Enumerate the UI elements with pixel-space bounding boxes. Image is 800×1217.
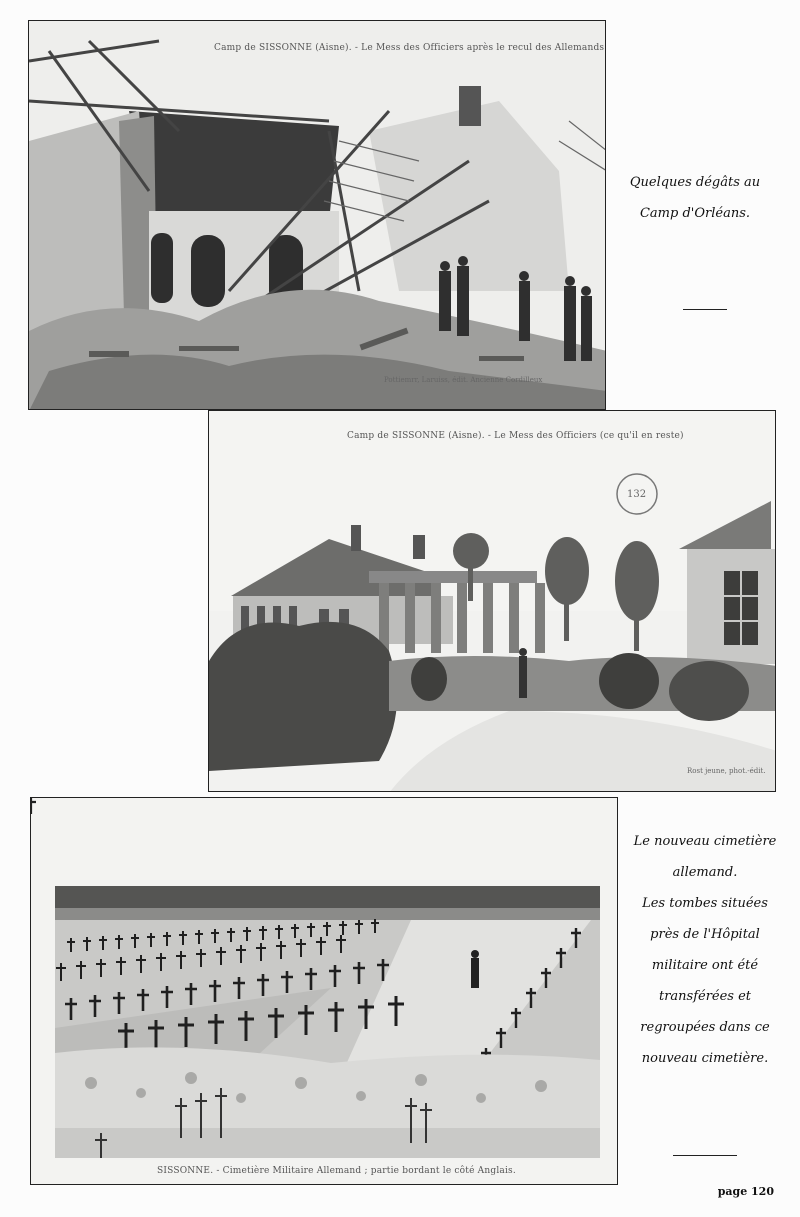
- photo-mess-remains: [208, 410, 776, 792]
- side-note-line: militaire ont été: [651, 958, 759, 973]
- photo-caption: Camp de SISSONNE (Aisne). - Le Mess des Officiers après le recul des Allemands: [214, 43, 605, 53]
- side-note-line: regroupées dans ce: [640, 1020, 770, 1035]
- side-note-line: Le nouveau cimetière: [633, 834, 777, 849]
- side-note-line: Les tombes situées: [642, 896, 768, 911]
- side-note-line: nouveau cimetière.: [641, 1051, 769, 1066]
- side-note-line: près de l'Hôpital: [650, 927, 760, 942]
- ruined-mess-illustration: [29, 21, 606, 410]
- photo-ruined-mess: [28, 20, 606, 410]
- side-note-bottom: [625, 826, 785, 1074]
- side-note-line: allemand.: [672, 865, 738, 880]
- postmark-stamp: 132: [627, 489, 647, 500]
- side-note-line: Camp d'Orléans.: [639, 206, 751, 221]
- side-note-line: transférées et: [658, 989, 752, 1004]
- mess-remains-illustration: [209, 411, 776, 792]
- divider-rule: [683, 309, 727, 310]
- divider-rule: [673, 1155, 737, 1156]
- side-note-top: [620, 167, 770, 229]
- cemetery-illustration: [31, 798, 618, 1185]
- side-note-line: Quelques dégâts au: [629, 175, 761, 190]
- photo-credit: Rost jeune, phot.-édit.: [687, 767, 766, 775]
- page-number: page 120: [717, 1185, 774, 1198]
- photo-caption: Camp de SISSONNE (Aisne). - Le Mess des Officiers (ce qu'il en reste): [347, 431, 684, 441]
- photo-military-cemetery: [30, 797, 618, 1185]
- photo-credit: Pottiemrr, Laruiss, édit. Ancienne Cordilleux: [384, 376, 543, 384]
- photo-caption: SISSONNE. - Cimetière Militaire Allemand ; partie bordant le côté Anglais.: [157, 1166, 516, 1176]
